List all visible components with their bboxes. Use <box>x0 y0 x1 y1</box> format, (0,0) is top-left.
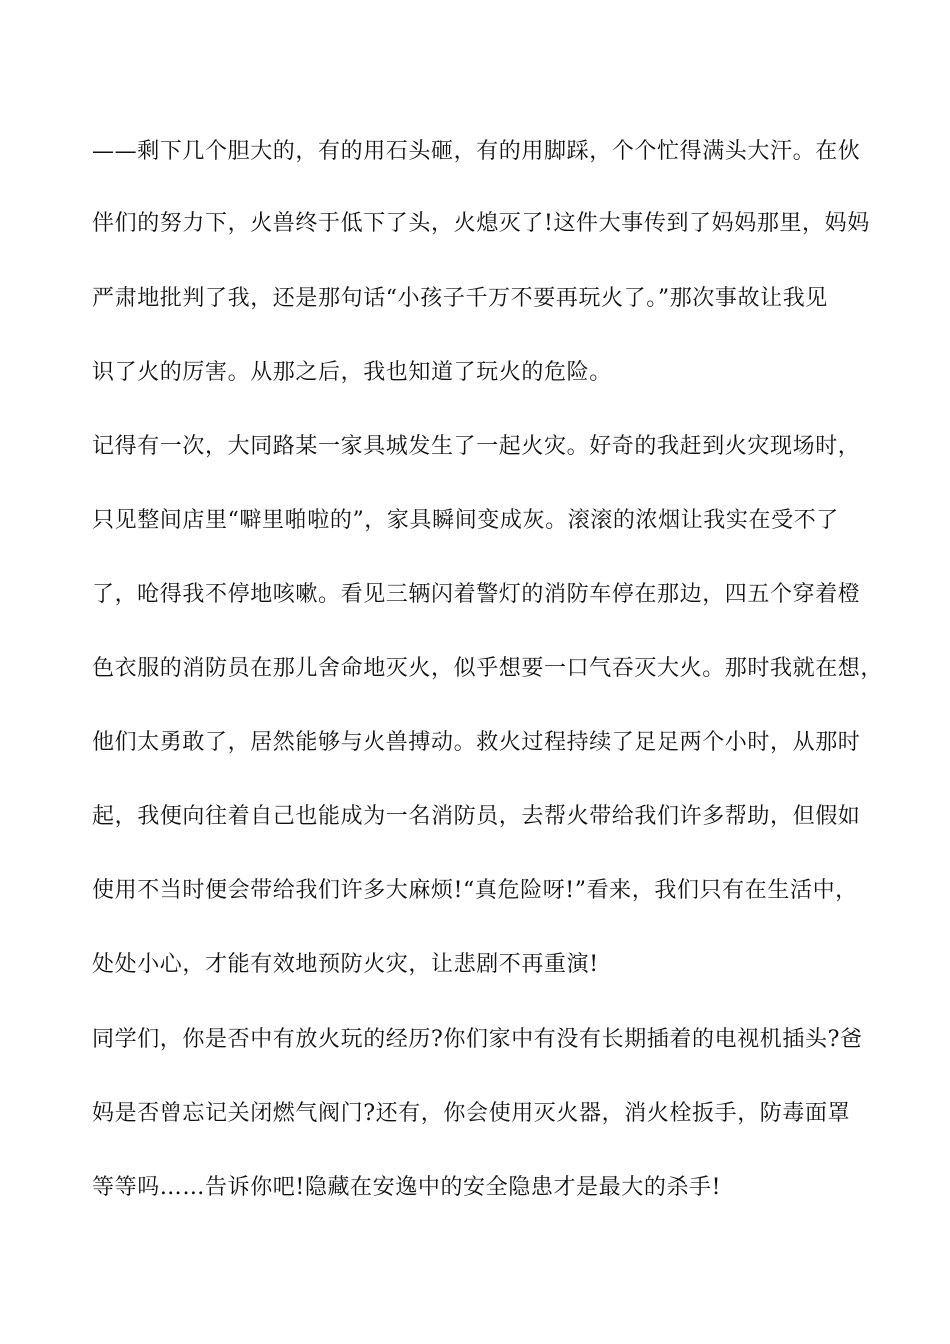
text-line: 他们太勇敢了，居然能够与火兽搏动。救火过程持续了足足两个小时，从那时 <box>92 730 861 755</box>
text-line: 只见整间店里“噼里啪啦的”，家具瞬间变成灰。滚滚的浓烟让我实在受不了 <box>92 508 839 533</box>
text-line: ——剩下几个胆大的，有的用石头砸，有的用脚踩，个个忙得满头大汗。在伙 <box>92 139 861 164</box>
text-line: 识了火的厉害。从那之后，我也知道了玩火的危险。 <box>92 360 612 385</box>
text-line: 严肃地批判了我，还是那句话“小孩子千万不要再玩火了。”那次事故让我见 <box>92 286 828 311</box>
text-line: 妈是否曾忘记关闭燃气阀门?还有，你会使用灭火器，消火栓扳手，防毒面罩 <box>92 1101 851 1126</box>
text-line: 等等吗……告诉你吧!隐藏在安逸中的安全隐患才是最大的杀手! <box>92 1175 722 1200</box>
text-line: 记得有一次，大同路某一家具城发生了一起火灾。好奇的我赶到火灾现场时， <box>92 434 861 459</box>
text-line: 起，我便向往着自己也能成为一名消防员，去帮火带给我们许多帮助，但假如 <box>92 804 861 829</box>
text-line: 伴们的努力下，火兽终于低下了头，火熄灭了!这件大事传到了妈妈那里，妈妈 <box>92 211 870 236</box>
text-line: 处处小心，才能有效地预防火灾，让悲剧不再重演! <box>92 952 599 977</box>
text-line: 同学们，你是否中有放火玩的经历?你们家中有没有长期插着的电视机插头?爸 <box>92 1027 863 1052</box>
text-line: 使用不当时便会带给我们许多大麻烦!“真危险呀!”看来，我们只有在生活中， <box>92 878 858 903</box>
text-line: 了，呛得我不停地咳嗽。看见三辆闪着警灯的消防车停在那边，四五个穿着橙 <box>92 582 861 607</box>
text-line: 色衣服的消防员在那儿舍命地灭火，似乎想要一口气吞灭大火。那时我就在想， <box>92 656 884 681</box>
